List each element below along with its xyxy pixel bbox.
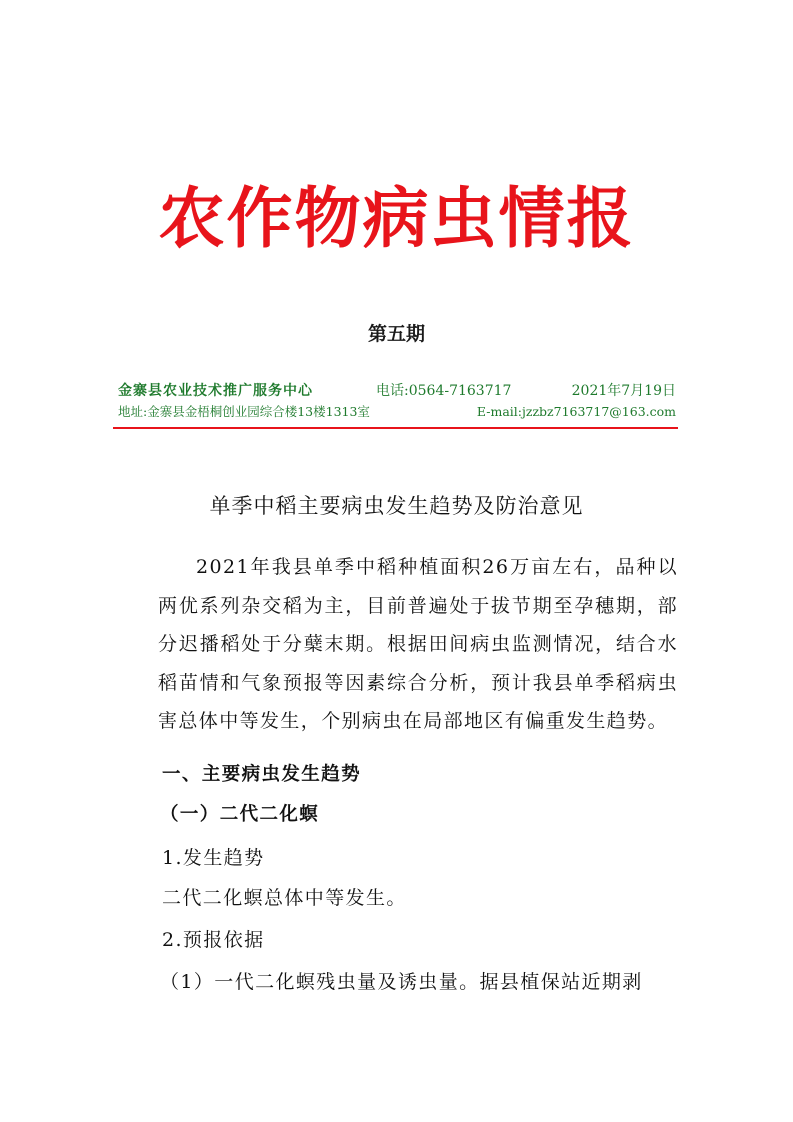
issue-date: 2021年7月19日 bbox=[571, 383, 676, 399]
address: 地址:金寨县金梧桐创业园综合楼13楼1313室 bbox=[118, 404, 370, 419]
intro-paragraph-block bbox=[158, 548, 678, 741]
item-heading-basis: 2.预报依据 bbox=[162, 929, 265, 951]
item-text-basis: （1）一代二化螟残虫量及诱虫量。据县植保站近期剥 bbox=[160, 971, 643, 993]
section-heading: 一、主要病虫发生趋势 bbox=[162, 764, 362, 785]
item-text-trend: 二代二化螟总体中等发生。 bbox=[162, 887, 407, 909]
masthead-title: 农作物病虫情报 bbox=[158, 180, 635, 257]
organization-name: 金寨县农业技术推广服务中心 bbox=[118, 383, 313, 399]
subsection-heading: （一）二代二化螟 bbox=[160, 804, 320, 825]
email-address: E-mail:jzzbz7163717@163.com bbox=[476, 404, 676, 419]
header-divider bbox=[113, 427, 678, 429]
intro-paragraph: 2021年我县单季中稻种植面积26万亩左右，品种以两优系列杂交稻为主，目前普遍处于拔节期至孕穗期，部分迟播稻处于分蘖末期。根据田间病虫监测情况，结合水稻苗情和气象预报等因素综合分析，预计我县单季稻病虫害总体中等发生，个别病虫在局部地区有偏重发生趋势。 bbox=[158, 556, 678, 732]
article-title: 单季中稻主要病虫发生趋势及防治意见 bbox=[209, 494, 584, 518]
phone-number: 电话:0564-7163717 bbox=[376, 383, 512, 399]
issue-number: 第五期 bbox=[367, 323, 425, 345]
item-heading-trend: 1.发生趋势 bbox=[162, 847, 265, 869]
